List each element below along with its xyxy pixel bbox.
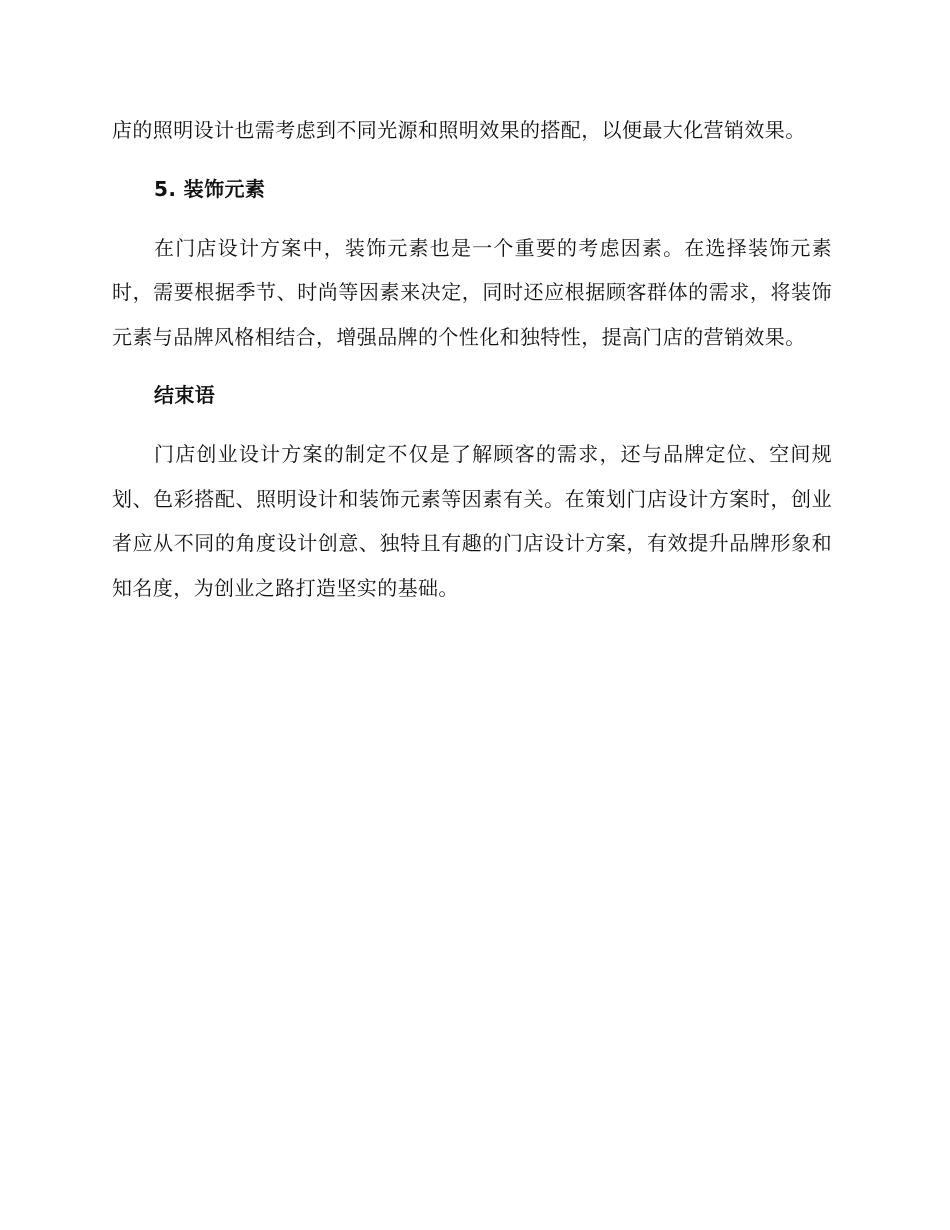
spacer bbox=[112, 359, 832, 373]
intro-paragraph: 店的照明设计也需考虑到不同光源和照明效果的搭配，以便最大化营销效果。 bbox=[112, 118, 806, 142]
section-paragraph-conclusion: 门店创业设计方案的制定不仅是了解顾客的需求，还与品牌定位、空间规划、色彩搭配、照明设计和装饰元素等因素有关。在策划门店设计方案时，创业者应从不同的角度设计创意、独特且有趣的门店设计方案，有效提升品牌形象和知名度，为创业之路打造坚实的基础。 bbox=[112, 442, 832, 600]
spacer bbox=[112, 417, 832, 432]
section-paragraph-decor: 在门店设计方案中，装饰元素也是一个重要的考虑因素。在选择装饰元素时，需要根据季节、时尚等因素来决定，同时还应根据顾客群体的需求，将装饰元素与品牌风格相结合，增强品牌的个性化和独特性，提高门店的营销效果。 bbox=[112, 235, 832, 349]
section-heading-conclusion: 结束语 bbox=[154, 383, 216, 407]
spacer bbox=[112, 211, 832, 226]
section-heading-decor: 5. 装饰元素 bbox=[154, 176, 266, 201]
document-page bbox=[112, 108, 832, 610]
spacer bbox=[112, 153, 832, 167]
